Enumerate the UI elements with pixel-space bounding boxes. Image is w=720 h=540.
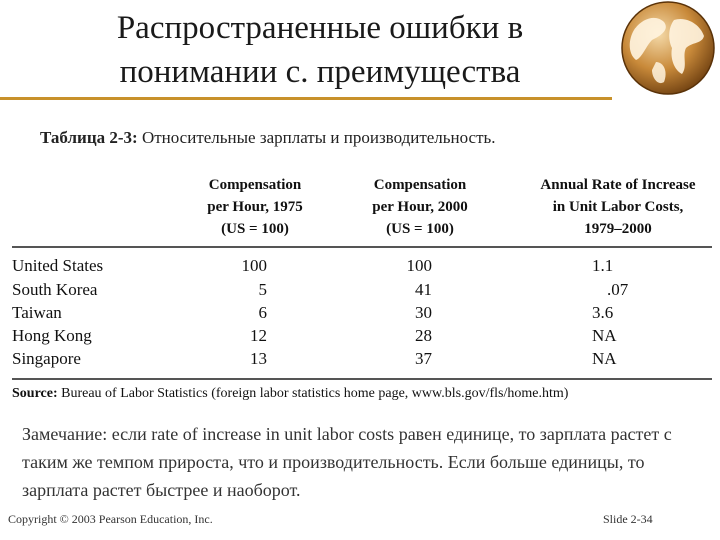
table-caption: [40, 128, 496, 148]
row-comp-2000: 41: [415, 280, 432, 299]
footer-slide-number: Slide 2-34: [603, 512, 653, 526]
row-comp-1975: 12: [250, 326, 267, 345]
title-line-2: понимании с. преимущества: [119, 54, 521, 90]
table-header-rule: [12, 246, 712, 248]
row-comp-1975: 13: [250, 349, 267, 368]
row-comp-2000: 30: [415, 303, 432, 322]
table-row: [12, 326, 712, 349]
row-country: Singapore: [12, 349, 81, 368]
row-country: Hong Kong: [12, 326, 92, 345]
footer-copyright: Copyright © 2003 Pearson Education, Inc.: [8, 512, 213, 526]
source-text: Bureau of Labor Statistics (foreign labor statistics home page, www.bls.gov/fls/home.htm): [61, 386, 569, 401]
row-rate: .07: [607, 280, 629, 299]
column-header-rate: Annual Rate of Increase in Unit Labor Costs, 1979–2000: [540, 177, 696, 237]
row-rate: 3.6: [592, 303, 614, 322]
row-comp-1975: 5: [258, 280, 267, 299]
title-divider: [0, 97, 612, 100]
table-bottom-rule: [12, 378, 712, 380]
title-line-1: Распространенные ошибки в: [116, 10, 524, 46]
row-country: Taiwan: [12, 303, 62, 322]
table-row: [12, 256, 712, 279]
row-comp-1975: 100: [241, 256, 267, 275]
row-comp-1975: 6: [258, 303, 267, 322]
column-header-1975: Compensation per Hour, 1975 (US = 100): [207, 177, 303, 237]
row-country: United States: [12, 256, 104, 275]
source-label: Source:: [12, 386, 58, 401]
row-rate: NA: [592, 349, 617, 368]
row-rate: 1.1: [592, 256, 614, 275]
table-row: [12, 303, 712, 326]
table-row: [12, 280, 712, 303]
row-rate: NA: [592, 326, 617, 345]
globe-icon: [612, 0, 720, 100]
note-paragraph: Замечание: если rate of increase in unit labor costs равен единице, то зарплата растет с таким же темпом прироста, что и производительность. Если больше единицы, то зарплата растет быстрее и наоборот.: [22, 424, 672, 500]
table-caption-text: Относительные зарплаты и производительность.: [141, 128, 496, 147]
table-source: [12, 386, 568, 402]
table-caption-label: Таблица 2-3:: [40, 128, 138, 147]
slide-title: [40, 6, 600, 94]
row-comp-2000: 28: [415, 326, 432, 345]
column-header-2000: Compensation per Hour, 2000 (US = 100): [372, 177, 468, 237]
table-row: [12, 349, 712, 372]
row-country: South Korea: [12, 280, 98, 299]
row-comp-2000: 100: [406, 256, 432, 275]
row-comp-2000: 37: [415, 349, 432, 368]
